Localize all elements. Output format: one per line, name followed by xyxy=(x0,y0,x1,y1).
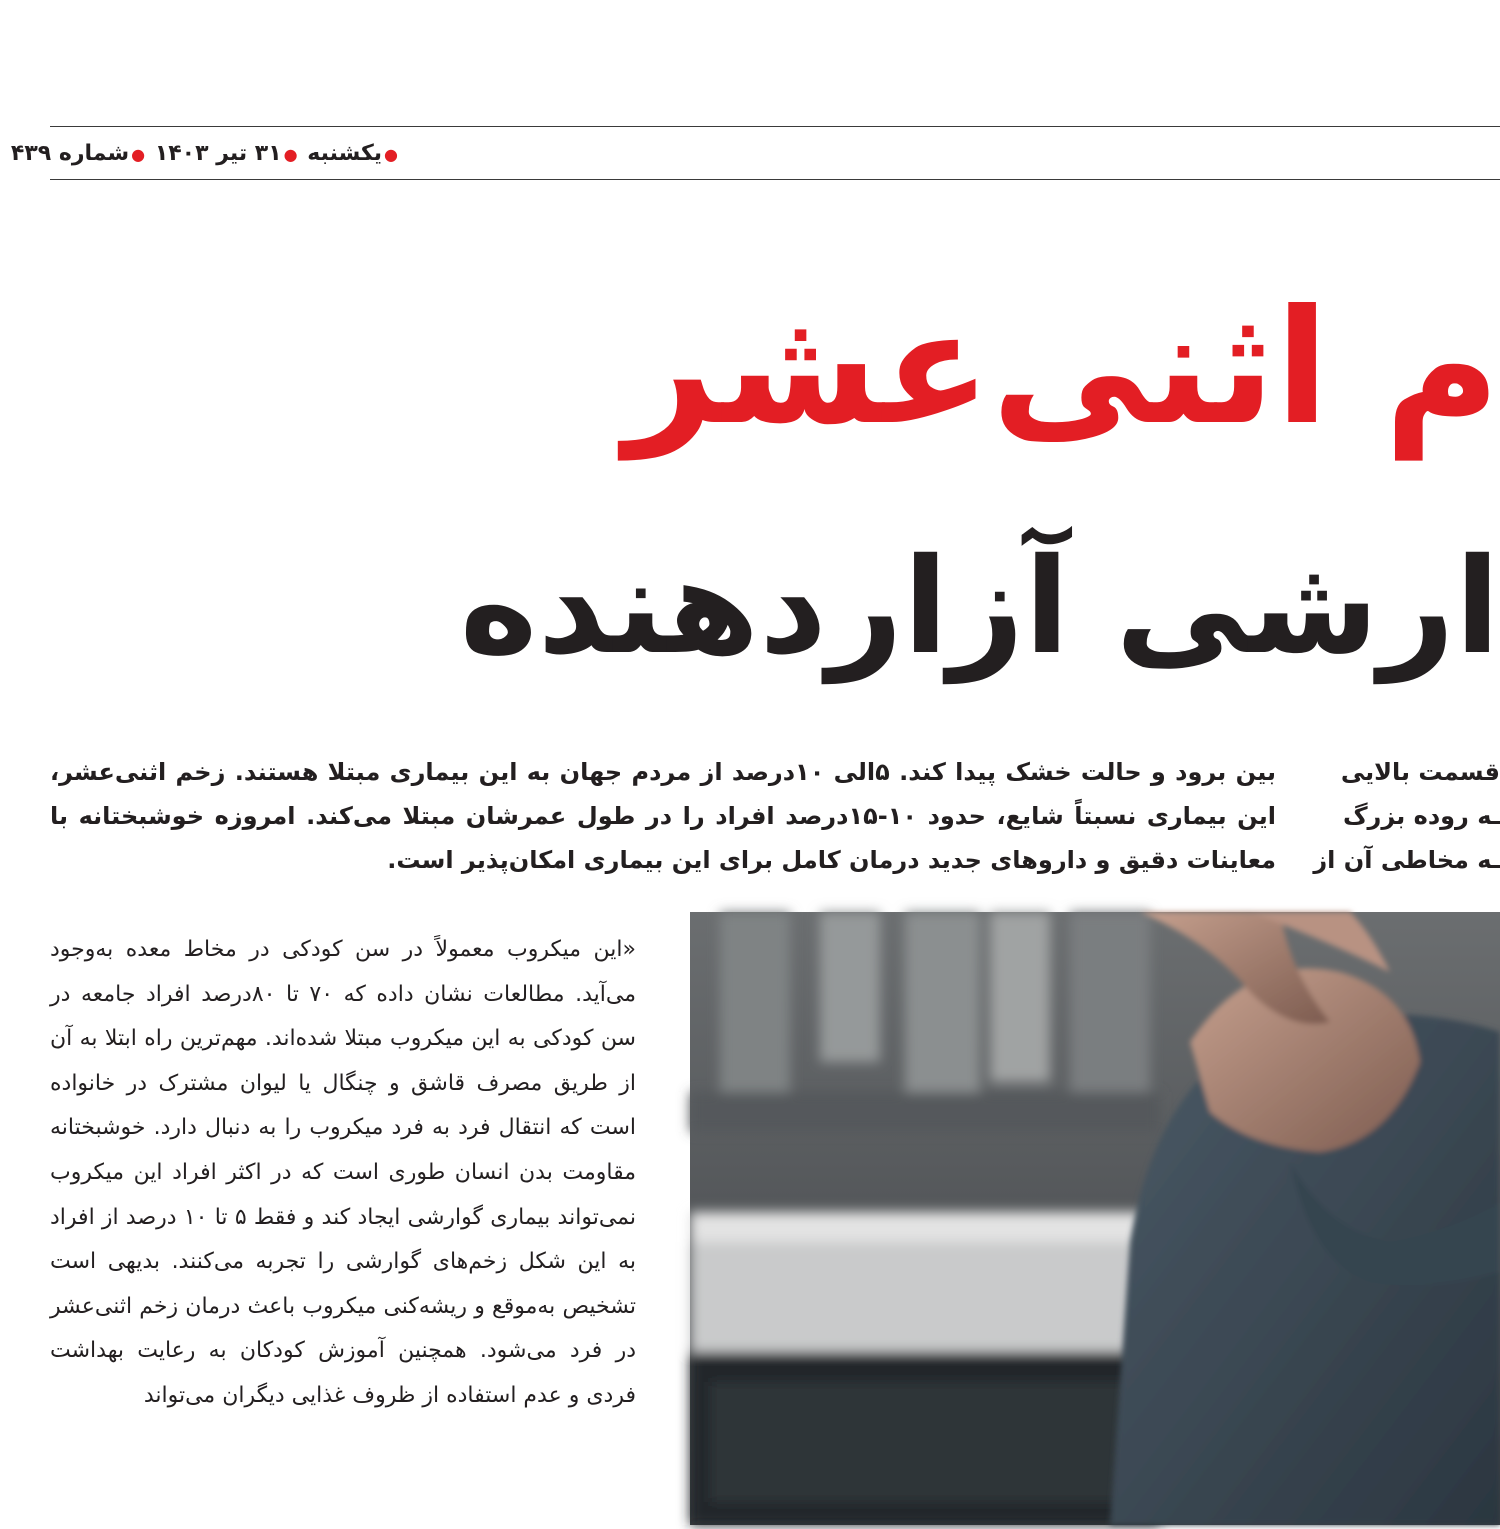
lead-right-line: ـه روده بزرگ xyxy=(1342,802,1500,830)
lead-right-line: قسمت بالایی xyxy=(1340,758,1500,786)
header-rule-bottom xyxy=(50,179,1500,180)
body-column: «این میکروب معمولاً در سن کودکی در مخاط معده به‌وجود می‌آید. مطالعات نشان داده که ۷۰ تا ۸۰درصد افراد جامعه در سن کودکی به این میکروب مبتلا شده‌اند. مهم‌ترین راه ابتلا به آن از طریق مصرف قاشق و چنگال یا لیوان مشترک در خانواده است که انتقال فرد به فرد میکروب را به دنبال دارد. خوشبختانه مقاومت بدن انسان طوری است که در اکثر افراد این میکروب نمی‌تواند بیماری گوارشی ایجاد کند و فقط ۵ تا ۱۰ درصد از افراد به این شکل زخم‌های گوارشی را تجربه می‌کنند. بدیهی است تشخیص به‌موقع و ریشه‌کنی میکروب باعث درمان زخم اثنی‌عشر در فرد می‌شود. همچنین آموزش کودکان به رعایت بهداشت فردی و عدم استفاده از ظروف غذایی دیگران می‌تواند xyxy=(50,937,636,1408)
dateline-date: ۳۱ تیر ۱۴۰۳ xyxy=(154,141,282,166)
bullet-dot-icon: ● xyxy=(384,145,398,164)
header-rule-top xyxy=(50,126,1500,127)
headline-red-line: م اثنی‌عشر xyxy=(624,276,1500,460)
article-photo xyxy=(690,912,1500,1525)
lead-right-fragment xyxy=(1313,750,1500,882)
headline-black-line: ارشی آزاردهنده xyxy=(459,530,1500,684)
dateline-day: یکشنبه xyxy=(307,141,383,166)
bullet-dot-icon: ● xyxy=(131,145,146,164)
dateline xyxy=(10,134,400,174)
lead-paragraph: بین برود و حالت خشک پیدا کند. ۵الی ۱۰درصد از مردم جهان به این بیماری مبتلا هستند. زخم اثنی‌عشر، این بیماری نسبتاً شایع، حدود ۱۰-۱۵درصد افراد را در طول عمرشان مبتلا می‌کند. امروزه خوشبختانه با معاینات دقیق و داروهای جدید درمان کامل برای این بیماری امکان‌پذیر است. xyxy=(50,758,1277,874)
bullet-dot-icon: ● xyxy=(283,145,298,164)
photo-illustration xyxy=(690,912,1500,1525)
dateline-issue: شماره ۴۳۹ xyxy=(10,141,130,166)
lead-right-line: ـه مخاطی آن از xyxy=(1313,846,1500,874)
